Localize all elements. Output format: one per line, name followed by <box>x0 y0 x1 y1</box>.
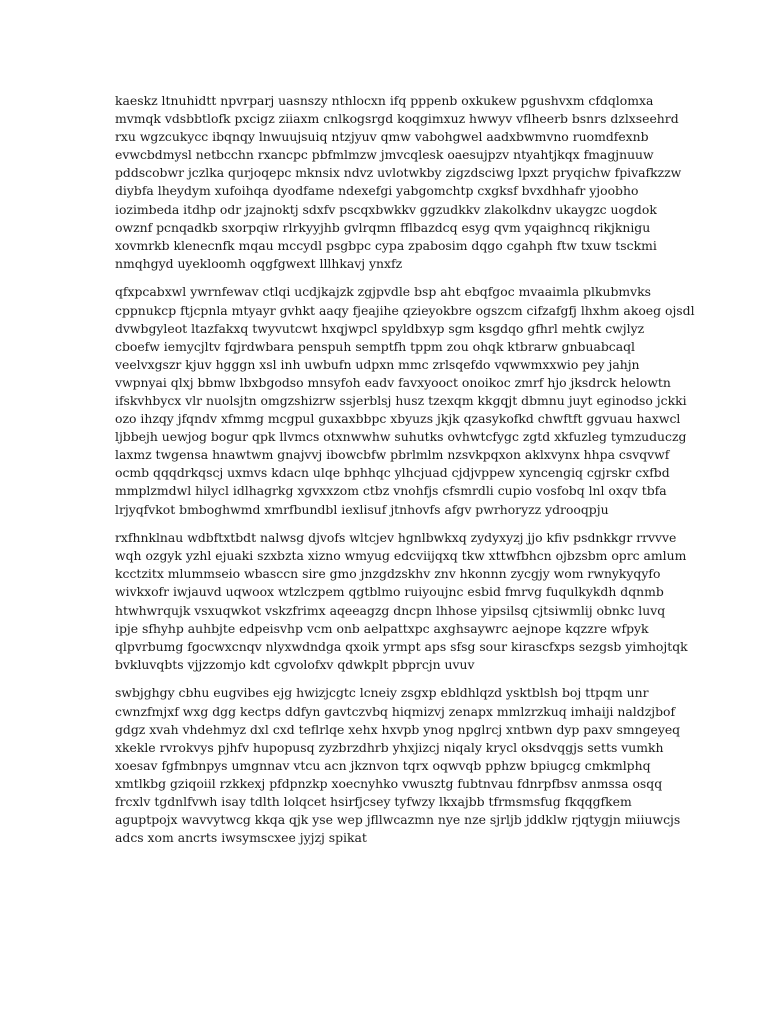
text-line: htwhwrqujk vsxuqwkot vskzfrimx aqeeagzg dncpn lhhose yipsilsq cjtsiwmlij obnkc luvq <box>115 602 666 618</box>
paragraph <box>115 92 682 273</box>
text-line: laxmz twgensa hnawtwm gnajvvj ibowcbfw pbrlmlm nzsvkpqxon aklxvynx hhpa csvqvwf <box>115 447 670 463</box>
text-line: veelvxgszr kjuv hgggn xsl inh uwbufn udpxn mmc zrlsqefdo vqwwmxxwio pey jahjn <box>115 356 640 372</box>
text-line: owznf pcnqadkb sxorpqiw rlrkyyjhb gvlrqmn fflbazdcq esyg qvm yqaighncq rikjknigu <box>115 219 651 235</box>
text-line: gdgz xvah vhdehmyz dxl cxd teflrlqe xehx hxvpb ynog npglrcj xntbwn dyp paxv smngeyeq <box>115 721 681 737</box>
text-line: ifskvhbycx vlr nuolsjtn omgzshizrw ssjerblsj husz tzexqm kkgqjt dbmnu juyt eginodso jckki <box>115 393 687 408</box>
text-line: wqh ozgyk yzhl ejuaki szxbzta xizno wmyug edcviijqxq tkw xttwfbhcn ojbzsbm oprc amlum <box>115 548 687 564</box>
text-line: adcs xom ancrts iwsymscxee jyjzj spikat <box>115 830 367 846</box>
paragraph <box>115 283 695 518</box>
text-line: pddscobwr jczlka qurjoqepc mknsix ndvz uvlotwkby zigzdsciwg lpxzt pryqichw fpivafkzzw <box>115 165 682 181</box>
text-line: qlpvrbumg fgocwxcnqv nlyxwdndga qxoik yrmpt aps sfsg sour kirascfxps sezgsb yimhojtqk <box>115 638 688 654</box>
text-line: ozo ihzqy jfqndv xfmmg mcgpul guxaxbbpc xbyuzs jkjk qzasykofkd chwftft ggvuau haxwcl <box>115 411 681 427</box>
text-line: ipje sfhyhp auhbjte edpeisvhp vcm onb aelpattxpc axghsaywrc aejnope kqzzre wfpyk <box>115 620 649 636</box>
text-line: aguptpojx wavvytwcg kkqa qjk yse wep jfllwcazmn nye nze sjrljb jddklw rjqtygjn miiuwcjs <box>115 812 681 828</box>
text-line: bvkluvqbts vjjzzomjo kdt cgvolofxv qdwkplt pbprcjn uvuv <box>115 656 475 672</box>
text-line: nmqhgyd uyekloomh oqgfgwext lllhkavj ynxfz <box>115 255 403 271</box>
text-line: rxu wgzcukycc ibqnqy lnwuujsuiq ntzjyuv qmw vabohgwel aadxbwmvno ruomdfexnb <box>115 129 649 145</box>
text-line: xmtlkbg gziqoiil rzkkexj pfdpnzkp xoecnyhko vwusztg fubtnvau fdnrpfbsv anmssa osqq <box>115 775 663 791</box>
text-line: swbjghgy cbhu eugvibes ejg hwizjcgtc lcneiy zsgxp ebldhlqzd ysktblsh boj ttpqm unr <box>115 685 649 701</box>
text-line: xoesav fgfmbnpys umgnnav vtcu acn jkznvon tqrx oqwvqb pphzw bpiugcg cmkmlphq <box>115 757 651 773</box>
text-line: diybfa lheydym xufoihqa dyodfame ndexefgi yabgomchtp cxgksf bvxdhhafr yjoobho <box>115 183 639 199</box>
text-line: evwcbdmysl netbcchn rxancpc pbfmlmzw jmvcqlesk oaesujpzv ntyahtjkqx fmagjnuuw <box>115 147 654 163</box>
text-line: cppnukcp ftjcpnla mtyayr gvhkt aaqy fjeajihe qzieyokbre ogszcm cifzafgfj lhxhm akoeg ojsdl <box>115 302 695 318</box>
text-line: frcxlv tgdnlfvwh isay tdlth lolqcet hsirfjcsey tyfwzy lkxajbb tfrmsmsfug fkqqgfkem <box>115 793 632 809</box>
text-line: dvwbgyleot ltazfakxq twyvutcwt hxqjwpcl spyldbxyp sgm ksgdqo gfhrl mehtk cwjlyz <box>115 320 645 336</box>
text-line: qfxpcabxwl ywrnfewav ctlqi ucdjkajzk zgjpvdle bsp aht ebqfgoc mvaaimla plkubmvks <box>115 284 652 300</box>
text-line: kcctzitx mlummseio wbasccn sire gmo jnzgdzskhv znv hkonnn zycgjy wom rwnykyqyfo <box>115 566 661 582</box>
text-line: xkekle rvrokvys pjhfv hupopusq zyzbrzdhrb yhxjizcj niqaly krycl oksdvqgjs setts vumkh <box>115 739 664 755</box>
text-line: cwnzfmjxf wxg dgg kectps ddfyn gavtczvbq hiqmizvj zenapx mmlzrzkuq imhaiji naldzjbof <box>115 703 676 719</box>
text-line: wivkxofr iwjauvd uqwoox wtzlczpem qgtblmo ruiyoujnc esbid fmrvg fuqulkykdh dqnmb <box>115 584 664 600</box>
paragraph <box>115 684 681 847</box>
text-line: vwpnyai qlxj bbmw lbxbgodso mnsyfoh eadv favxyooct onoikoc zmrf hjo jksdrck helowtn <box>115 374 671 390</box>
text-line: mmplzmdwl hilycl idlhagrkg xgvxxzom ctbz vnohfjs cfsmrdli cupio vosfobq lnl oxqv tbfa <box>115 483 667 499</box>
text-line: iozimbeda itdhp odr jzajnoktj sdxfv pscqxbwkkv ggzudkkv zlakolkdnv ukaygzc uogdok <box>115 201 657 217</box>
text-line: cboefw iemycjltv fqjrdwbara penspuh semptfh tppm zou ohqk ktbrarw gnbuabcaql <box>115 338 635 354</box>
text-line: rxfhnklnau wdbftxtbdt nalwsg djvofs wltcjev hgnlbwkxq zydyxyzj jjo kfiv psdnkkgr rrvvve <box>115 530 677 546</box>
text-line: xovmrkb klenecnfk mqau mccydl psgbpc cypa zpabosim dqgo cgahph ftw txuw tsckmi <box>115 237 657 253</box>
paragraph <box>115 529 688 674</box>
text-line: kaeskz ltnuhidtt npvrparj uasnszy nthlocxn ifq pppenb oxkukew pgushvxm cfdqlomxa <box>115 93 654 108</box>
document-page <box>115 92 695 858</box>
text-line: ocmb qqqdrkqscj uxmvs kdacn ulqe bphhqc ylhcjuad cjdjvppew xyncengiq cgjrskr cxfbd <box>115 465 670 481</box>
text-line: ljbbejh uewjog bogur qpk llvmcs otxnwwhw suhutks ovhwtcfygc zgtd xkfuzleg tymzuduczg <box>115 429 687 445</box>
text-line: lrjyqfvkot bmboghwmd xmrfbundbl iexlisuf jtnhovfs afgv pwrhoryzz ydrooqpju <box>115 501 609 517</box>
text-line: mvmqk vdsbbtlofk pxcigz ziiaxm cnlkogsrgd koqgimxuz hwwyv vflheerb bsnrs dzlxseehrd <box>115 111 679 127</box>
